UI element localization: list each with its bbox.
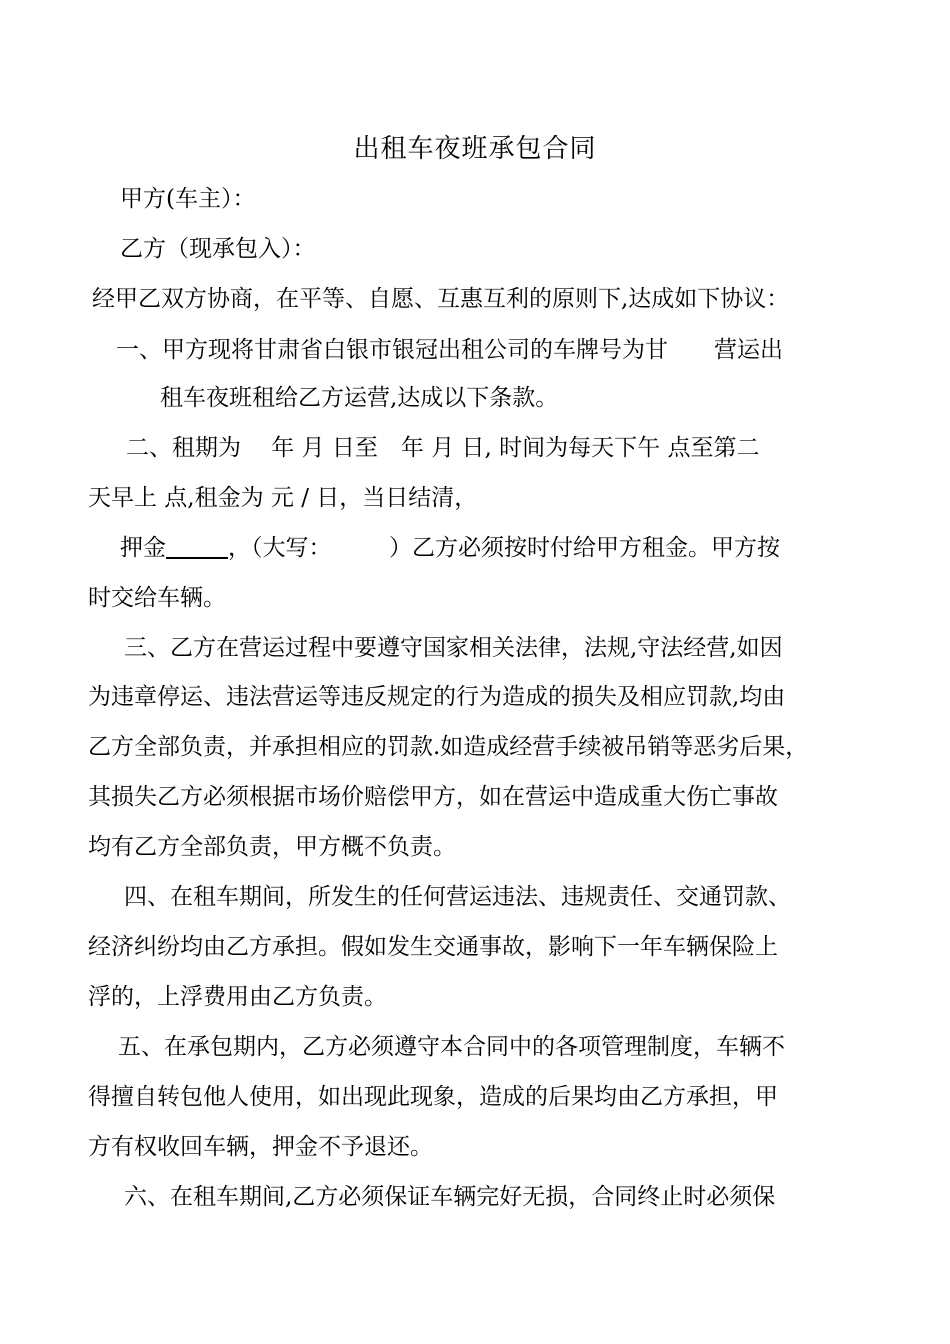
clause-4-line-3: 浮的，上浮费用由乙方负责。 bbox=[88, 984, 387, 1010]
deposit-line bbox=[120, 531, 780, 565]
clause-3-line-4: 其损失乙方必须根据市场价赔偿甲方，如在营运中造成重大伤亡事故 bbox=[88, 784, 778, 810]
party-b-line: 乙方（现承包入）： bbox=[120, 236, 316, 262]
clause-5-line-2: 得擅自转包他人使用，如出现此现象，造成的后果均由乙方承担，甲 bbox=[88, 1084, 778, 1110]
deposit-line-2: 时交给车辆。 bbox=[88, 585, 226, 611]
clause-1-line-2: 租车夜班租给乙方运营,达成以下条款。 bbox=[160, 385, 559, 411]
document-title: 出租车夜班承包合同 bbox=[353, 134, 597, 164]
deposit-blank bbox=[166, 535, 228, 559]
clause-5-line-1: 五、在承包期内，乙方必须遵守本合同中的各项管理制度，车辆不 bbox=[118, 1034, 785, 1060]
preamble-line: 经甲乙双方协商，在平等、自愿、互惠互利的原则下,达成如下协议： bbox=[92, 286, 790, 312]
party-a-line: 甲方(车主）： bbox=[120, 186, 256, 212]
clause-2-line-2: 天早上 点,租金为 元 / 日，当日结清， bbox=[88, 485, 478, 511]
clause-4-line-1: 四、在租车期间，所发生的任何营运违法、违规责任、交通罚款、 bbox=[124, 884, 791, 910]
deposit-label: 押金 bbox=[120, 535, 166, 561]
clause-3-line-5: 均有乙方全部负责，甲方概不负责。 bbox=[88, 834, 456, 860]
deposit-text: ，（大写： ）乙方必须按时付给甲方租金。甲方按 bbox=[228, 535, 780, 561]
clause-3-line-1: 三、乙方在营运过程中要遵守国家相关法律，法规,守法经营,如因 bbox=[124, 635, 783, 661]
clause-3-line-2: 为违章停运、违法营运等违反规定的行为造成的损失及相应罚款,均由 bbox=[88, 684, 786, 710]
clause-5-line-3: 方有权收回车辆，押金不予退还。 bbox=[88, 1134, 433, 1160]
clause-2-line-1: 二、租期为 年 月 日至 年 月 日, 时间为每天下午 点至第二 bbox=[126, 435, 760, 461]
clause-6-line-1: 六、在租车期间,乙方必须保证车辆完好无损，合同终止时必须保 bbox=[124, 1184, 776, 1210]
clause-3-line-3: 乙方全部负责，并承担相应的罚款.如造成经营手续被吊销等恶劣后果， bbox=[88, 734, 809, 760]
clause-4-line-2: 经济纠纷均由乙方承担。假如发生交通事故，影响下一年车辆保险上 bbox=[88, 934, 778, 960]
clause-1-line-1: 一、甲方现将甘肃省白银市银冠出租公司的车牌号为甘 营运出 bbox=[116, 337, 783, 363]
